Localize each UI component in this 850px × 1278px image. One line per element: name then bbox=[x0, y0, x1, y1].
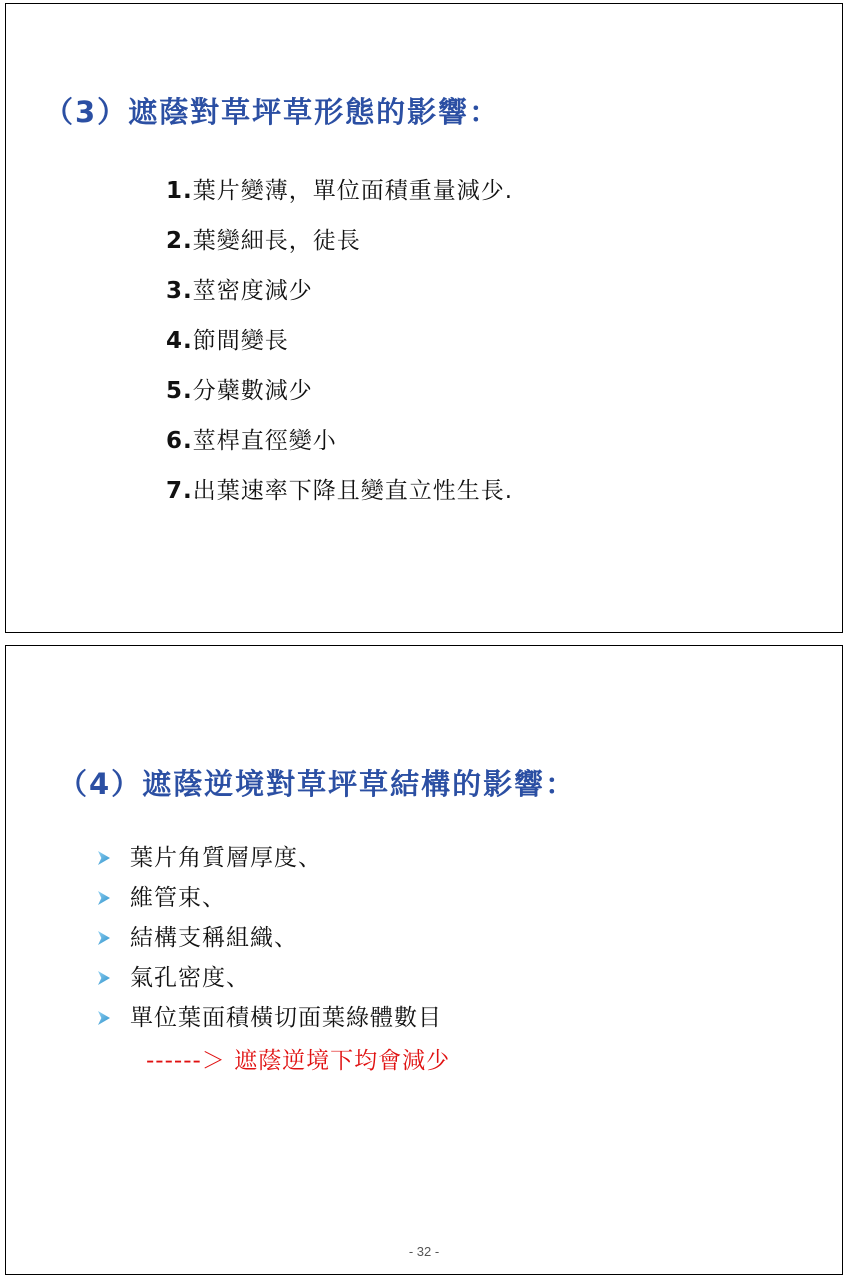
list-item bbox=[98, 838, 442, 878]
effects-list bbox=[166, 166, 513, 516]
list-item bbox=[166, 266, 513, 316]
bullet-text: 結構支稱組織、 bbox=[130, 925, 298, 951]
item-text: 葉片變薄，單位面積重量減少. bbox=[192, 178, 514, 204]
item-number: 4. bbox=[166, 328, 193, 354]
item-text: 莖桿直徑變小 bbox=[192, 428, 337, 454]
list-item bbox=[166, 166, 513, 216]
item-number: 6. bbox=[166, 428, 193, 454]
bullet-text: 葉片角質層厚度、 bbox=[130, 845, 322, 871]
list-item bbox=[166, 466, 513, 516]
slide-title: （3）遮蔭對草坪草形態的影響： bbox=[44, 95, 501, 129]
item-text: 分蘗數減少 bbox=[192, 378, 313, 404]
arrow-bullet-icon bbox=[98, 931, 110, 945]
arrow-bullet-icon bbox=[98, 1011, 110, 1025]
page-number: - 32 - bbox=[408, 1244, 440, 1259]
list-item bbox=[166, 416, 513, 466]
item-number: 7. bbox=[166, 478, 193, 504]
item-number: 5. bbox=[166, 378, 193, 404]
item-number: 2. bbox=[166, 228, 193, 254]
list-item bbox=[166, 316, 513, 366]
bullet-text: 維管束、 bbox=[130, 885, 226, 911]
slide-shade-morphology bbox=[5, 3, 843, 633]
item-text: 葉變細長，徒長 bbox=[192, 228, 361, 254]
slide-title: （4）遮蔭逆境對草坪草結構的影響： bbox=[58, 767, 577, 801]
bullet-text: 氣孔密度、 bbox=[130, 965, 250, 991]
bullet-list bbox=[98, 838, 442, 1038]
list-item bbox=[98, 878, 442, 918]
slide-shade-structure bbox=[5, 645, 843, 1275]
arrow-bullet-icon bbox=[98, 971, 110, 985]
conclusion-text: ------＞ 遮蔭逆境下均會減少 bbox=[146, 1048, 451, 1074]
list-item bbox=[98, 998, 442, 1038]
list-item bbox=[98, 918, 442, 958]
item-number: 3. bbox=[166, 278, 193, 304]
arrow-bullet-icon bbox=[98, 891, 110, 905]
item-text: 莖密度減少 bbox=[192, 278, 313, 304]
list-item bbox=[166, 216, 513, 266]
bullet-text: 單位葉面積橫切面葉綠體數目 bbox=[130, 1005, 442, 1031]
arrow-bullet-icon bbox=[98, 851, 110, 865]
item-text: 出葉速率下降且變直立性生長. bbox=[192, 478, 514, 504]
list-item bbox=[166, 366, 513, 416]
item-number: 1. bbox=[166, 178, 193, 204]
list-item bbox=[98, 958, 442, 998]
item-text: 節間變長 bbox=[192, 328, 289, 354]
